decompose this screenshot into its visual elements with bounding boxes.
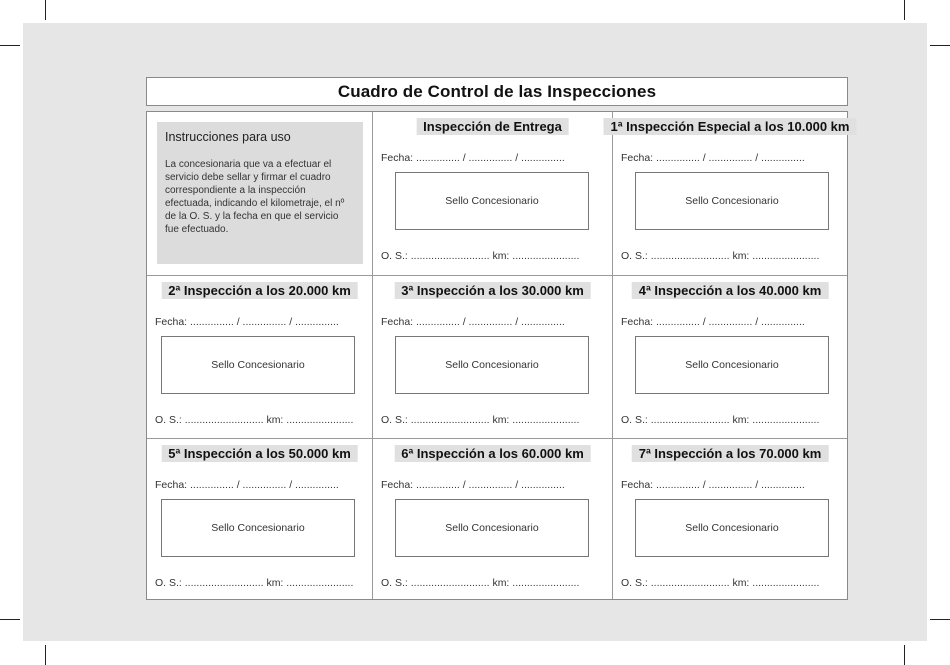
inspection-cell — [613, 439, 847, 599]
inspection-title: 2ª Inspección a los 20.000 km — [161, 282, 358, 299]
crop-mark — [904, 645, 905, 665]
os-km-field: O. S.: ........................... km: ....................... — [621, 577, 820, 589]
inspection-title: 5ª Inspección a los 50.000 km — [161, 445, 358, 462]
os-km-field: O. S.: ........................... km: ....................... — [155, 577, 354, 589]
fecha-field: Fecha: ............... / ............... / ............... — [621, 316, 805, 328]
crop-mark — [904, 0, 905, 20]
instructions-text: La concesionaria que va a efectuar el servicio debe sellar y firmar el cuadro correspondiente a la inspección efectuada, indicando el kilometraje, el nº de la O. S. y la fecha en que el servicio fue efectuado. — [165, 159, 345, 235]
inspection-title: 7ª Inspección a los 70.000 km — [632, 445, 829, 462]
dealer-stamp-box: Sello Concesionario — [395, 172, 589, 230]
fecha-field: Fecha: ............... / ............... / ............... — [381, 152, 565, 164]
instructions-panel — [157, 122, 363, 264]
crop-mark — [45, 0, 46, 20]
inspection-control-sheet — [146, 77, 848, 599]
instructions-heading: Instrucciones para uso — [165, 130, 291, 144]
dealer-stamp-box: Sello Concesionario — [161, 499, 355, 557]
fecha-field: Fecha: ............... / ............... / ............... — [621, 152, 805, 164]
dealer-stamp-box: Sello Concesionario — [395, 336, 589, 394]
inspection-title: 6ª Inspección a los 60.000 km — [394, 445, 591, 462]
crop-mark — [0, 45, 20, 46]
page-title: Cuadro de Control de las Inspecciones — [146, 77, 848, 106]
os-km-field: O. S.: ........................... km: ....................... — [381, 414, 580, 426]
dealer-stamp-box: Sello Concesionario — [161, 336, 355, 394]
inspection-cell — [147, 276, 372, 438]
crop-mark — [930, 45, 950, 46]
inspection-cell — [613, 276, 847, 438]
fecha-field: Fecha: ............... / ............... / ............... — [155, 479, 339, 491]
fecha-field: Fecha: ............... / ............... / ............... — [155, 316, 339, 328]
os-km-field: O. S.: ........................... km: ....................... — [381, 250, 580, 262]
inspection-cell — [147, 439, 372, 599]
dealer-stamp-box: Sello Concesionario — [635, 172, 829, 230]
fecha-field: Fecha: ............... / ............... / ............... — [381, 316, 565, 328]
dealer-stamp-box: Sello Concesionario — [395, 499, 589, 557]
inspection-cell — [373, 276, 612, 438]
inspection-cell — [373, 112, 612, 275]
inspection-grid — [146, 111, 848, 600]
inspection-title: 3ª Inspección a los 30.000 km — [394, 282, 591, 299]
os-km-field: O. S.: ........................... km: ....................... — [621, 414, 820, 426]
inspection-cell — [373, 439, 612, 599]
dealer-stamp-box: Sello Concesionario — [635, 336, 829, 394]
crop-mark — [0, 619, 20, 620]
crop-mark — [45, 645, 46, 665]
dealer-stamp-box: Sello Concesionario — [635, 499, 829, 557]
inspection-title: Inspección de Entrega — [416, 118, 569, 135]
os-km-field: O. S.: ........................... km: ....................... — [155, 414, 354, 426]
fecha-field: Fecha: ............... / ............... / ............... — [621, 479, 805, 491]
inspection-cell — [610, 112, 850, 275]
os-km-field: O. S.: ........................... km: ....................... — [621, 250, 820, 262]
fecha-field: Fecha: ............... / ............... / ............... — [381, 479, 565, 491]
inspection-title: 1ª Inspección Especial a los 10.000 km — [604, 118, 857, 135]
os-km-field: O. S.: ........................... km: ....................... — [381, 577, 580, 589]
instructions-cell — [147, 112, 372, 275]
inspection-title: 4ª Inspección a los 40.000 km — [632, 282, 829, 299]
crop-mark — [930, 619, 950, 620]
